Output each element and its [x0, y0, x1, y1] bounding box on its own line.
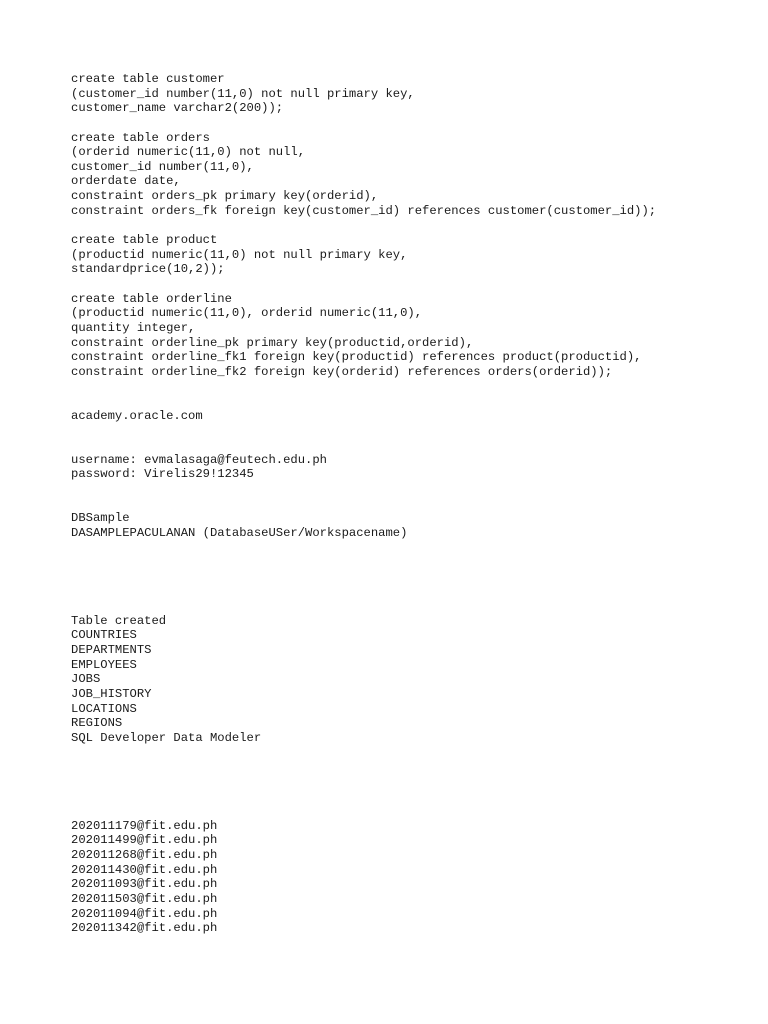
text-block-credentials — [71, 453, 748, 482]
blank-gap — [71, 116, 748, 131]
text-line: (productid numeric(11,0) not null primary key, — [71, 247, 408, 262]
text-line: constraint orderline_pk primary key(productid,orderid), — [71, 335, 474, 350]
blank-gap — [71, 379, 748, 408]
text-line: REGIONS — [71, 716, 123, 731]
text-block-sql-customer — [71, 72, 748, 116]
text-line: customer_name varchar2(200)); — [71, 101, 284, 116]
text-line: 202011179@fit.edu.ph — [71, 818, 218, 833]
text-line: academy.oracle.com — [71, 408, 203, 423]
blank-gap — [71, 746, 748, 819]
text-line: quantity integer, — [71, 320, 196, 335]
text-line: 202011430@fit.edu.ph — [71, 862, 218, 877]
text-line: constraint orders_pk primary key(orderid), — [71, 189, 379, 204]
text-line: SQL Developer Data Modeler — [71, 730, 262, 745]
blank-gap — [71, 277, 748, 292]
text-line: 202011342@fit.edu.ph — [71, 921, 218, 936]
text-line: (productid numeric(11,0), orderid numeric(11,0), — [71, 306, 423, 321]
text-block-workspace — [71, 511, 748, 540]
text-line: 202011093@fit.edu.ph — [71, 877, 218, 892]
text-line: COUNTRIES — [71, 628, 137, 643]
text-block-site — [71, 409, 748, 424]
text-block-sql-orders — [71, 131, 748, 219]
text-line: DASAMPLEPACULANAN (DatabaseUSer/Workspacename) — [71, 525, 408, 540]
text-line: constraint orders_fk foreign key(customer_id) references customer(customer_id)); — [71, 203, 657, 218]
text-line: DEPARTMENTS — [71, 643, 152, 658]
text-block-sql-product — [71, 233, 748, 277]
text-line: Table created — [71, 613, 167, 628]
text-line: 202011499@fit.edu.ph — [71, 833, 218, 848]
text-block-tables — [71, 614, 748, 746]
text-line: EMPLOYEES — [71, 657, 137, 672]
text-line: JOBS — [71, 672, 101, 687]
text-line: LOCATIONS — [71, 701, 137, 716]
text-line: constraint orderline_fk2 foreign key(orderid) references orders(orderid)); — [71, 364, 613, 379]
text-line: 202011094@fit.edu.ph — [71, 906, 218, 921]
text-line: standardprice(10,2)); — [71, 262, 225, 277]
text-block-emails — [71, 819, 748, 936]
text-line: orderdate date, — [71, 174, 181, 189]
text-line: JOB_HISTORY — [71, 687, 152, 701]
text-line: customer_id number(11,0), — [71, 159, 254, 174]
text-line: DBSample — [71, 511, 130, 526]
text-block-sql-orderline — [71, 292, 748, 380]
text-line: create table orders — [71, 130, 210, 145]
blank-gap — [71, 423, 748, 452]
text-line: constraint orderline_fk1 foreign key(productid) references product(productid), — [71, 350, 642, 365]
document-body — [71, 72, 748, 936]
text-line: 202011503@fit.edu.ph — [71, 892, 218, 907]
text-line: 202011268@fit.edu.ph — [71, 848, 218, 863]
blank-gap — [71, 218, 748, 233]
text-line: (customer_id number(11,0) not null primary key, — [71, 86, 415, 101]
blank-gap — [71, 541, 748, 614]
blank-gap — [71, 482, 748, 511]
text-line: (orderid numeric(11,0) not null, — [71, 145, 306, 160]
text-line: username: evmalasaga@feutech.edu.ph — [71, 452, 327, 467]
text-line: password: Virelis29!12345 — [71, 467, 254, 482]
text-line: create table customer — [71, 72, 225, 86]
text-line: create table orderline — [71, 291, 232, 306]
text-line: create table product — [71, 233, 218, 248]
